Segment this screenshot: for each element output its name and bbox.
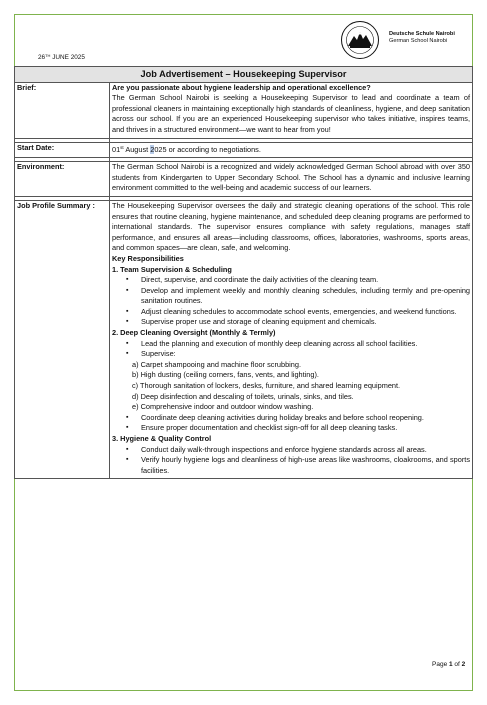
- brief-content: [110, 82, 473, 138]
- list-item: ▪ Direct, supervise, and coordinate the daily activities of the cleaning team.: [126, 275, 470, 286]
- list-item: ▪ Coordinate deep cleaning activities during holiday breaks and before school reopening.: [126, 413, 470, 424]
- section-2-list-b: [112, 413, 470, 434]
- section-1-list: [112, 275, 470, 328]
- start-month: August: [123, 144, 151, 154]
- sub-list-item: d) Deep disinfection and descaling of toilets, urinals, sinks, and tiles.: [132, 391, 354, 401]
- sub-list-item: a) Carpet shampooing and machine floor scrubbing.: [132, 359, 302, 369]
- section-heading: 1. Team Supervision & Scheduling: [112, 264, 232, 274]
- key-responsibilities-heading: Key Responsibilities: [112, 253, 184, 263]
- of-word: of: [452, 661, 462, 668]
- environment-label: Environment:: [15, 162, 110, 197]
- school-name-german: Deutsche Schule Nairobi: [389, 31, 455, 37]
- section-3-list: [112, 445, 470, 477]
- page-number: [432, 661, 465, 668]
- sub-list-item: c) Thorough sanitation of lockers, desks, furniture, and shared learning equipment.: [132, 381, 401, 391]
- list-item: ▪ Supervise:: [126, 349, 470, 360]
- profile-content: [110, 200, 473, 478]
- document-date: [38, 53, 85, 61]
- brief-headline: Are you passionate about hygiene leadership and operational excellence?: [112, 82, 371, 92]
- environment-content: [110, 162, 473, 197]
- total-pages: 2: [461, 661, 466, 668]
- environment-row: [15, 162, 473, 197]
- date-day: 26: [38, 54, 46, 61]
- page-word: Page: [432, 661, 449, 668]
- school-name: [389, 31, 455, 45]
- date-month-year: JUNE 2025: [50, 54, 85, 61]
- list-item: ▪ Develop and implement weekly and monthly cleaning schedules, including termly and pre-opening sanitation routines.: [126, 286, 470, 307]
- brief-body: The German School Nairobi is seeking a Housekeeping Supervisor to lead and coordinate a team of professional cleaners in maintaining exceptionally high standards of cleanliness, hygiene, and deep sanitation across our school. If you are an experienced Housekeeping supervisor who takes initiative, inspires teams, and thrives in a structured environment—we want to hear from you!: [112, 93, 470, 134]
- text-cursor-selection: 2: [150, 144, 155, 154]
- list-item: ▪ Adjust cleaning schedules to accommodate school events, emergencies, and weekend functions.: [126, 307, 470, 318]
- profile-summary: The Housekeeping Supervisor oversees the daily and strategic cleaning operations of the school. This role ensures that routine cleaning, hygiene maintenance, and scheduled deep cleaning programs are performed to international standards. The supervisor ensures compliance with safety regulations, manages staff performance, and ensures all areas—including classrooms, offices, laboratories, washrooms, sports areas, and common spaces—are clean, safe, and welcoming.: [112, 200, 470, 253]
- section-heading: 3. Hygiene & Quality Control: [112, 434, 212, 443]
- list-item: ▪ Verify hourly hygiene logs and cleanliness of high-use areas like washrooms, cloakrooms, and sports facilities.: [126, 455, 470, 476]
- profile-label: Job Profile Summary :: [15, 200, 110, 478]
- section-2-list: [112, 339, 470, 360]
- list-item: ▪ Conduct daily walk-through inspections and enforce hygiene standards across all areas.: [126, 445, 470, 456]
- start-rest: 025 or according to negotiations.: [154, 144, 261, 154]
- list-item: ▪ Lead the planning and execution of monthly deep cleaning across all school facilities.: [126, 339, 470, 350]
- start-day-suffix: st: [120, 144, 124, 150]
- section-heading: 2. Deep Cleaning Oversight (Monthly & Termly): [112, 328, 276, 338]
- school-name-english: German School Nairobi: [389, 38, 448, 44]
- sub-list-item: b) High dusting (ceiling corners, fans, vents, and lighting).: [132, 370, 319, 380]
- school-logo: [340, 20, 380, 60]
- start-date-row: [15, 142, 473, 158]
- profile-row: [15, 200, 473, 478]
- brief-label: Brief:: [15, 82, 110, 138]
- environment-body: The German School Nairobi is a recognized and widely acknowledged German School abroad with over 350 students from Kindergarten to Upper Secondary School. The School has a dynamic and inclusive learning environment committed to the well-being and academic success of our learners.: [112, 162, 470, 193]
- date-suffix: TH: [45, 53, 51, 58]
- list-item: ▪ Supervise proper use and storage of cleaning equipment and chemicals.: [126, 317, 470, 328]
- start-day: 01: [112, 144, 121, 154]
- brief-row: [15, 82, 473, 138]
- job-ad-table: [14, 66, 473, 479]
- sub-list-item: e) Comprehensive indoor and outdoor window washing.: [132, 402, 314, 412]
- current-page: 1: [449, 661, 453, 668]
- supervise-sublist: [112, 360, 470, 413]
- start-date-label: Start Date:: [15, 142, 110, 158]
- document-title: Job Advertisement – Housekeeping Supervisor: [15, 67, 473, 83]
- start-date-content[interactable]: [110, 142, 473, 158]
- list-item: ▪ Ensure proper documentation and checklist sign-off for all deep cleaning tasks.: [126, 423, 470, 434]
